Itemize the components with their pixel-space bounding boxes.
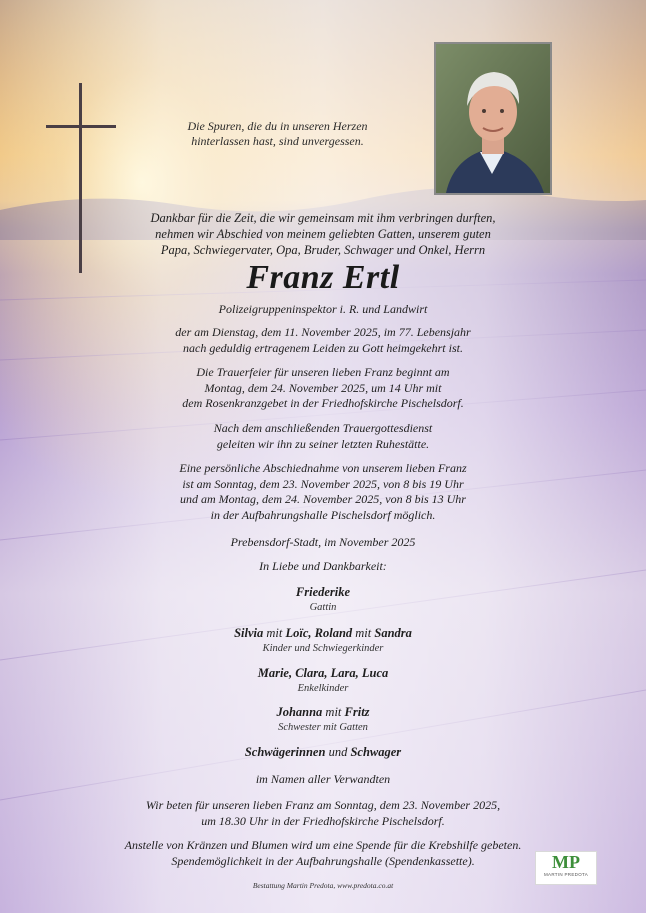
death-notice: der am Dienstag, dem 11. November 2025, im 77. Lebensjahr nach geduldig ertragenem Leiden zu Gott heimgekehrt ist. [175,325,471,355]
donation-info: Anstelle von Kränzen und Blumen wird um eine Spende für die Krebshilfe gebeten. Spendemöglichkeit in der Aufbahrungshalle (Spendenkassette). [124,838,522,868]
mourner-children-names: Silvia mit Loïc, Roland mit Sandra [234,626,412,640]
portrait-image [436,44,550,193]
footer-credit: Bestattung Martin Predota, www.predota.co.at [252,881,394,890]
funeral-info: Die Trauerfeier für unseren lieben Franz beginnt am Montag, dem 24. November 2025, um 14 Uhr mit dem Rosenkranzgebet in der Friedhofskirche Pischelsdorf. [182,365,464,410]
viewing-info: Eine persönliche Abschiednahme von unserem lieben Franz ist am Sonntag, dem 23. November 2025, von 8 bis 19 Uhr und am Montag, dem 24. November 2025, von 8 bis 13 Uhr in der Aufbahrungshalle Pischelsdorf möglich. [179,461,467,522]
deceased-title: Polizeigruppeninspektor i. R. und Landwirt [218,302,428,316]
portrait-photo [434,42,552,195]
memorial-quote: Die Spuren, die du in unseren Herzen hinterlassen hast, sind unvergessen. [187,119,368,148]
mourner-sister-names: Johanna mit Fritz [276,705,370,719]
prayer-info: Wir beten für unseren lieben Franz am Sonntag, dem 23. November 2025, um 18.30 Uhr in der Friedhofskirche Pischelsdorf. [145,798,501,828]
mourner-sister-relation: Schwester mit Gatten [278,722,368,733]
intro-text: Dankbar für die Zeit, die wir gemeinsam mit ihm verbringen durften, nehmen wir Abschied von meinem geliebten Gatten, unserem guten Papa, Schwiegervater, Opa, Bruder, Schwager und Onkel, Herrn [150,211,496,257]
love-gratitude-line: In Liebe und Dankbarkeit: [259,559,387,573]
mourner-grandchildren-names: Marie, Clara, Lara, Luca [257,666,389,680]
funeral-home-logo: MP MARTIN PREDOTA [535,851,597,885]
service-info: Nach dem anschließenden Trauergottesdienst geleiten wir ihn zu seiner letzten Ruhestätte. [213,421,433,451]
mourner-spouse-relation: Gattin [309,602,337,613]
deceased-name: Franz Ertl [246,259,400,296]
mourner-children-relation: Kinder und Schwiegerkinder [262,643,384,654]
all-relatives-line: im Namen aller Verwandten [255,772,391,786]
place-date: Prebensdorf-Stadt, im November 2025 [230,535,416,549]
mourner-spouse-name: Friederike [295,585,351,599]
mourner-grandchildren-relation: Enkelkinder [297,683,349,694]
mourner-inlaws-names: Schwägerinnen und Schwager [244,745,402,759]
